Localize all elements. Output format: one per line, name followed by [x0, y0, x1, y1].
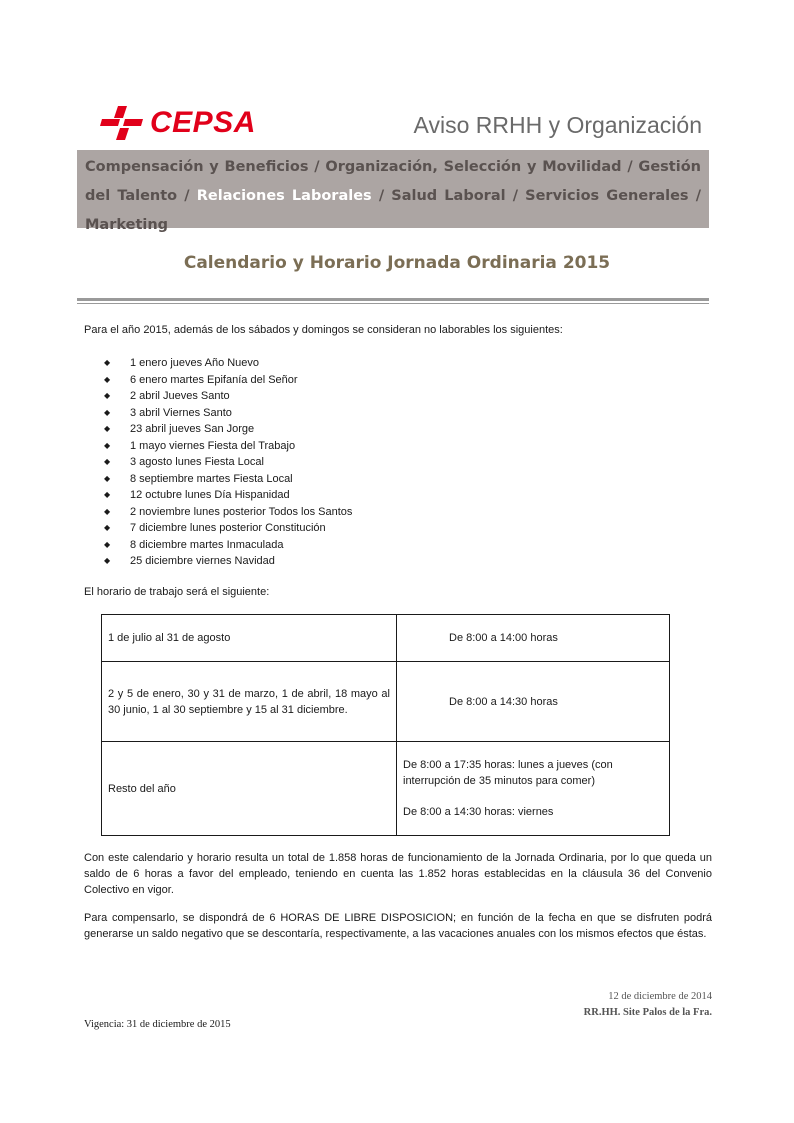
band-separator: / — [371, 188, 392, 204]
diamond-bullet-icon: ◆ — [104, 473, 111, 483]
hours-text: De 8:00 a 14:30 horas: viernes — [403, 806, 554, 818]
validity-note: Vigencia: 31 de diciembre de 2015 — [84, 1019, 231, 1030]
list-item — [104, 520, 352, 537]
hours-cell — [397, 615, 670, 662]
band-item: Organización, Selección y Movilidad — [325, 159, 622, 175]
holiday-text: 25 diciembre viernes Navidad — [130, 555, 275, 567]
compensation-paragraph: Para compensarlo, se dispondrá de 6 HORAS DE LIBRE DISPOSICION; en función de la fecha en que se disfruten podrá generarse un saldo negativo que se descontaría, respectivamente, a las vacaciones anuales con los mismos efectos que éstas. — [84, 912, 712, 940]
cepsa-logo — [100, 104, 256, 142]
list-item — [104, 388, 352, 405]
period-text: 2 y 5 de enero, 30 y 31 de marzo, 1 de abril, 18 mayo al 30 junio, 1 al 30 septiembre y 15 al 31 diciembre. — [108, 687, 390, 716]
list-item — [104, 454, 352, 471]
period-cell — [102, 662, 397, 742]
schedule-intro: El horario de trabajo será el siguiente: — [84, 586, 270, 598]
hours-text: De 8:00 a 14:30 horas — [449, 695, 558, 708]
diamond-bullet-icon: ◆ — [104, 391, 111, 400]
band-separator: / — [621, 159, 639, 175]
table-row — [102, 615, 670, 662]
band-separator: / — [308, 159, 326, 175]
department-band — [77, 150, 709, 233]
list-item — [104, 421, 352, 438]
period-cell — [102, 615, 397, 662]
table-row — [102, 662, 670, 742]
document-title: Calendario y Horario Jornada Ordinaria 2015 — [183, 253, 611, 273]
band-separator: / — [505, 188, 526, 204]
holiday-text: 8 septiembre martes Fiesta Local — [130, 472, 293, 485]
list-item — [104, 487, 352, 504]
holiday-text: 8 diciembre martes Inmaculada — [130, 538, 284, 551]
holiday-text: 6 enero martes Epifanía del Señor — [130, 373, 298, 386]
issuing-department: RR.HH. Site Palos de la Fra. — [583, 1007, 712, 1018]
diamond-bullet-icon: ◆ — [104, 556, 111, 565]
period-text: 1 de julio al 31 de agosto — [108, 632, 231, 644]
logo-text: CEPSA — [150, 106, 256, 139]
intro-paragraph: Para el año 2015, además de los sábados y domingos se consideran no laborables los siguientes: — [84, 324, 563, 336]
band-item: Gestión del Talento — [85, 159, 701, 204]
hours-balance-paragraph: Con este calendario y horario resulta un total de 1.858 horas de funcionamiento de la Jornada Ordinaria, por lo que queda un saldo de 6 horas a favor del empleado, teniendo en cuenta las 1.852 horas establecidas en la cláusula 36 del Convenio Colectivo en vigor. — [84, 852, 712, 896]
title-divider-thin — [77, 303, 709, 304]
list-item — [104, 438, 352, 455]
list-item — [104, 355, 352, 372]
band-separator: / — [177, 188, 197, 204]
holiday-text: 1 enero jueves Año Nuevo — [130, 357, 260, 369]
holiday-text: 23 abril jueves San Jorge — [130, 423, 255, 435]
band-separator: / — [688, 188, 701, 204]
list-item — [104, 471, 352, 488]
diamond-bullet-icon: ◆ — [104, 440, 111, 450]
diamond-bullet-icon: ◆ — [104, 523, 111, 532]
band-item: Servicios Generales — [525, 188, 689, 204]
period-text: Resto del año — [108, 782, 176, 795]
diamond-bullet-icon: ◆ — [104, 424, 111, 433]
list-item — [104, 405, 352, 422]
table-row — [102, 742, 670, 836]
title-divider — [77, 298, 709, 301]
cepsa-cross-icon — [100, 104, 144, 142]
holiday-text: 12 octubre lunes Día Hispanidad — [130, 489, 290, 501]
band-item: Salud Laboral — [391, 188, 506, 204]
hours-text: De 8:00 a 17:35 horas: lunes a jueves (con interrupción de 35 minutos para comer) — [403, 759, 613, 787]
holiday-text: 2 noviembre lunes posterior Todos los Santos — [130, 505, 353, 518]
diamond-bullet-icon: ◆ — [104, 374, 111, 384]
diamond-bullet-icon: ◆ — [104, 358, 111, 367]
hours-cell — [397, 662, 670, 742]
period-cell — [102, 742, 397, 836]
list-item — [104, 537, 352, 554]
diamond-bullet-icon: ◆ — [104, 539, 111, 549]
diamond-bullet-icon: ◆ — [104, 506, 111, 516]
holiday-list — [104, 355, 352, 570]
diamond-bullet-icon: ◆ — [104, 407, 111, 417]
list-item — [104, 504, 352, 521]
hours-text: De 8:00 a 14:00 horas — [449, 632, 558, 644]
list-item — [104, 372, 352, 389]
holiday-text: 3 agosto lunes Fiesta Local — [130, 456, 264, 468]
signature-block — [584, 989, 712, 1021]
holiday-text: 2 abril Jueves Santo — [130, 390, 230, 402]
hours-cell — [397, 742, 670, 836]
band-item: Relaciones Laborales — [196, 188, 372, 204]
diamond-bullet-icon: ◆ — [104, 490, 111, 499]
list-item — [104, 553, 352, 570]
diamond-bullet-icon: ◆ — [104, 457, 111, 466]
holiday-text: 3 abril Viernes Santo — [130, 406, 232, 419]
band-item: Marketing — [85, 217, 169, 233]
schedule-table — [101, 614, 670, 836]
holiday-text: 7 diciembre lunes posterior Constitución — [130, 522, 326, 534]
holiday-text: 1 mayo viernes Fiesta del Trabajo — [130, 439, 296, 452]
band-item: Compensación y Beneficios — [85, 159, 309, 175]
issue-date: 12 de diciembre de 2014 — [608, 991, 712, 1002]
notice-title: Aviso RRHH y Organización — [413, 112, 702, 138]
